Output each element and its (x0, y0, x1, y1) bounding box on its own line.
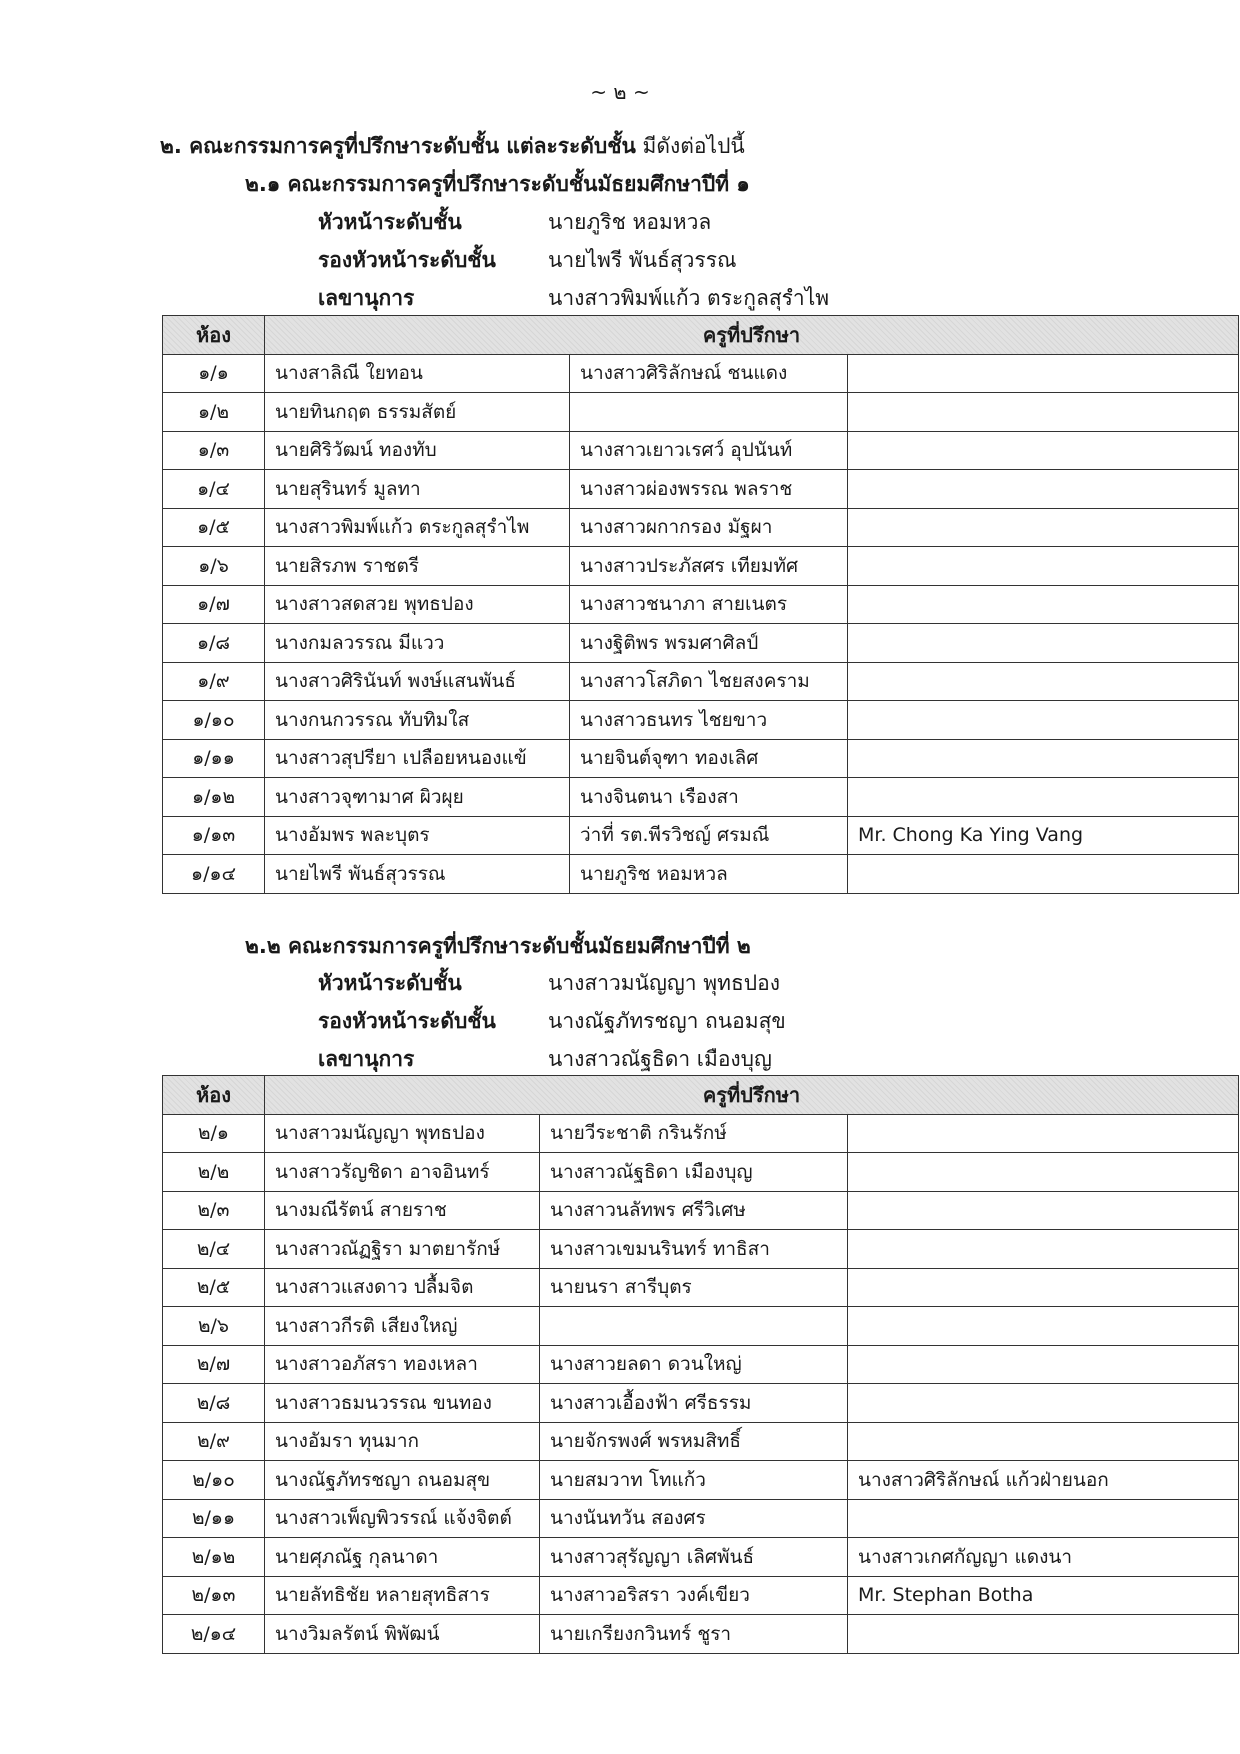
advisor-cell: นายลัทธิชัย หลายสุทธิสาร (265, 1576, 540, 1615)
room-cell: ๑/๕ (163, 508, 265, 547)
advisor-cell: นางจินตนา เรืองสา (570, 778, 848, 817)
advisor-cell (570, 393, 848, 432)
role-label: หัวหน้าระดับชั้น (318, 971, 462, 995)
advisor-cell: นางสาวเอื้องฟ้า ศรีธรรม (540, 1384, 848, 1423)
advisor-cell: นางมณีรัตน์ สายราช (265, 1191, 540, 1230)
room-cell: ๒/๓ (163, 1191, 265, 1230)
advisor-cell: นายวีระชาติ กรินรักษ์ (540, 1114, 848, 1153)
advisor-cell: นางสาวธมนวรรณ ขนทอง (265, 1384, 540, 1423)
table-row (163, 431, 1239, 470)
role-label: เลขานุการ (318, 286, 415, 310)
room-cell: ๒/๕ (163, 1268, 265, 1307)
table-row (163, 354, 1239, 393)
advisor-cell (848, 1615, 1239, 1654)
advisor-cell (848, 624, 1239, 663)
advisor-cell (848, 431, 1239, 470)
advisor-cell: นายสมวาท โทแก้ว (540, 1461, 848, 1500)
room-cell: ๒/๘ (163, 1384, 265, 1423)
table-row (163, 1230, 1239, 1269)
advisor-cell (848, 393, 1239, 432)
advisor-cell: นางสาวจุฑามาศ ผิวผุย (265, 778, 570, 817)
table-row (163, 1384, 1239, 1423)
table-row (163, 508, 1239, 547)
advisor-cell (848, 585, 1239, 624)
advisor-cell: ว่าที่ รต.พีรวิชญ์ ศรมณี (570, 816, 848, 855)
table-row (163, 1307, 1239, 1346)
room-cell: ๑/๙ (163, 662, 265, 701)
advisor-cell (848, 508, 1239, 547)
advisor-table-m1 (162, 315, 1239, 894)
table-row (163, 1114, 1239, 1153)
room-cell: ๑/๑๓ (163, 816, 265, 855)
table-row (163, 1268, 1239, 1307)
advisor-cell: นายศุภณัฐ กุลนาดา (265, 1538, 540, 1577)
room-cell: ๒/๔ (163, 1230, 265, 1269)
table-row (163, 778, 1239, 817)
main-heading-normal: มีดังต่อไปนี้ (635, 134, 745, 158)
advisor-cell (848, 855, 1239, 894)
role-name: นางสาวพิมพ์แก้ว ตระกูลสุรำไพ (548, 286, 830, 310)
role-name: นายภูริช หอมหวล (548, 210, 712, 234)
column-header-room: ห้อง (163, 1076, 265, 1115)
advisor-cell (848, 739, 1239, 778)
table-row (163, 393, 1239, 432)
advisor-cell: นางสาวรัญชิดา อาจอินทร์ (265, 1153, 540, 1192)
advisor-cell (848, 1114, 1239, 1153)
room-cell: ๑/๑๑ (163, 739, 265, 778)
advisor-cell: นางอัมพร พละบุตร (265, 816, 570, 855)
advisor-cell: นายศิริวัฒน์ ทองทับ (265, 431, 570, 470)
advisor-cell: Mr. Chong Ka Ying Vang (848, 816, 1239, 855)
advisor-cell: นางสาวสดสวย พุทธปอง (265, 585, 570, 624)
room-cell: ๑/๓ (163, 431, 265, 470)
table-row (163, 1345, 1239, 1384)
page-number: ~ ๒ ~ (590, 80, 650, 104)
advisor-cell: นางสาวพิมพ์แก้ว ตระกูลสุรำไพ (265, 508, 570, 547)
table-row (163, 1499, 1239, 1538)
advisor-cell: นางสาวณัฏฐิรา มาตยารักษ์ (265, 1230, 540, 1269)
table-row (163, 547, 1239, 586)
advisor-cell: นางสาวนลัทพร ศรีวิเศษ (540, 1191, 848, 1230)
column-header-room: ห้อง (163, 316, 265, 355)
advisor-cell: นางสาวเขมนรินทร์ ทาธิสา (540, 1230, 848, 1269)
room-cell: ๑/๒ (163, 393, 265, 432)
advisor-cell: นางสาวอริสรา วงค์เขียว (540, 1576, 848, 1615)
advisor-cell: นางสาวศิริลักษณ์ แก้วฝ่ายนอก (848, 1461, 1239, 1500)
room-cell: ๑/๑๔ (163, 855, 265, 894)
room-cell: ๑/๑ (163, 354, 265, 393)
advisor-cell: นางสาวโสภิดา ไชยสงคราม (570, 662, 848, 701)
room-cell: ๒/๑๒ (163, 1538, 265, 1577)
role-label: เลขานุการ (318, 1047, 415, 1071)
table-row (163, 855, 1239, 894)
room-cell: ๑/๑๐ (163, 701, 265, 740)
advisor-table-m2 (162, 1075, 1239, 1654)
room-cell: ๑/๗ (163, 585, 265, 624)
advisor-cell: นางณัฐภัทรชญา ถนอมสุข (265, 1461, 540, 1500)
advisor-cell: นายสิรภพ ราชตรี (265, 547, 570, 586)
advisor-cell (540, 1307, 848, 1346)
advisor-cell: นายจักรพงศ์ พรหมสิทธิ์ (540, 1422, 848, 1461)
room-cell: ๒/๑๔ (163, 1615, 265, 1654)
advisor-cell: นายไพรี พันธ์สุวรรณ (265, 855, 570, 894)
advisor-cell (848, 1307, 1239, 1346)
room-cell: ๒/๑๑ (163, 1499, 265, 1538)
advisor-cell: นางนันทวัน สองศร (540, 1499, 848, 1538)
advisor-cell: นายภูริช หอมหวล (570, 855, 848, 894)
advisor-cell (848, 1345, 1239, 1384)
table-row (163, 662, 1239, 701)
table-row (163, 701, 1239, 740)
advisor-cell: นางสาวเพ็ญพิวรรณ์ แจ้งจิตต์ (265, 1499, 540, 1538)
role-name: นายไพรี พันธ์สุวรรณ (548, 248, 737, 272)
room-cell: ๒/๑ (163, 1114, 265, 1153)
advisor-cell (848, 1153, 1239, 1192)
room-cell: ๑/๘ (163, 624, 265, 663)
advisor-cell: นางสาวผ่องพรรณ พลราช (570, 470, 848, 509)
room-cell: ๑/๖ (163, 547, 265, 586)
advisor-cell: นางสาวศิริลักษณ์ ชนแดง (570, 354, 848, 393)
section-title: ๒.๑ คณะกรรมการครูที่ปรึกษาระดับชั้นมัธยมศึกษาปีที่ ๑ (245, 172, 750, 196)
advisor-cell (848, 1499, 1239, 1538)
advisor-cell (848, 354, 1239, 393)
table-row (163, 1538, 1239, 1577)
table-row (163, 470, 1239, 509)
advisor-cell: นางสาวอภัสรา ทองเหลา (265, 1345, 540, 1384)
advisor-cell (848, 1191, 1239, 1230)
role-label: รองหัวหน้าระดับชั้น (318, 1009, 496, 1033)
table-row (163, 1422, 1239, 1461)
advisor-cell: นางสาวเยาวเรศว์ อุปนันท์ (570, 431, 848, 470)
advisor-cell: นางสาวกีรติ เสียงใหญ่ (265, 1307, 540, 1346)
advisor-cell: นางสาวศิรินันท์ พงษ์แสนพันธ์ (265, 662, 570, 701)
table-row (163, 739, 1239, 778)
room-cell: ๒/๒ (163, 1153, 265, 1192)
advisor-cell: Mr. Stephan Botha (848, 1576, 1239, 1615)
advisor-cell: นางสาลิณี ใยทอน (265, 354, 570, 393)
role-name: นางณัฐภัทรชญา ถนอมสุข (548, 1009, 786, 1033)
role-label: รองหัวหน้าระดับชั้น (318, 248, 496, 272)
advisor-cell (848, 1268, 1239, 1307)
table-row (163, 1461, 1239, 1500)
advisor-cell: นางสาวมนัญญา พุทธปอง (265, 1114, 540, 1153)
room-cell: ๒/๑๐ (163, 1461, 265, 1500)
advisor-cell: นายทินกฤต ธรรมสัตย์ (265, 393, 570, 432)
advisor-cell (848, 1230, 1239, 1269)
advisor-cell: นายนรา สารีบุตร (540, 1268, 848, 1307)
advisor-cell: นายเกรียงกวินทร์ ชูรา (540, 1615, 848, 1654)
room-cell: ๒/๗ (163, 1345, 265, 1384)
main-heading-bold: ๒. คณะกรรมการครูที่ปรึกษาระดับชั้น แต่ละระดับชั้น (160, 134, 636, 158)
advisor-cell: นางอัมรา ทุนมาก (265, 1422, 540, 1461)
advisor-cell (848, 1422, 1239, 1461)
advisor-cell: นายจินต์จุฑา ทองเลิศ (570, 739, 848, 778)
table-row (163, 1153, 1239, 1192)
table-row (163, 1576, 1239, 1615)
advisor-cell (848, 1384, 1239, 1423)
advisor-cell: นางสาวสุปรียา เปลือยหนองแข้ (265, 739, 570, 778)
advisor-cell: นางกมลวรรณ มีแวว (265, 624, 570, 663)
advisor-cell: นางสาวประภัสศร เทียมทัศ (570, 547, 848, 586)
advisor-cell: นางสาวแสงดาว ปลื้มจิต (265, 1268, 540, 1307)
advisor-cell: นายสุรินทร์ มูลทา (265, 470, 570, 509)
room-cell: ๒/๖ (163, 1307, 265, 1346)
advisor-cell: นางสาวผกากรอง มัฐผา (570, 508, 848, 547)
advisor-cell: นางฐิติพร พรมศาศิลป์ (570, 624, 848, 663)
main-heading (160, 130, 745, 163)
room-cell: ๑/๑๒ (163, 778, 265, 817)
room-cell: ๑/๔ (163, 470, 265, 509)
advisor-cell (848, 470, 1239, 509)
room-cell: ๒/๙ (163, 1422, 265, 1461)
section-title: ๒.๒ คณะกรรมการครูที่ปรึกษาระดับชั้นมัธยมศึกษาปีที่ ๒ (245, 934, 751, 958)
room-cell: ๒/๑๓ (163, 1576, 265, 1615)
advisor-cell: นางวิมลรัตน์ พิพัฒน์ (265, 1615, 540, 1654)
column-header-advisors: ครูที่ปรึกษา (265, 1076, 1239, 1115)
advisor-cell (848, 701, 1239, 740)
advisor-cell: นางสาวสุรัญญา เลิศพันธ์ (540, 1538, 848, 1577)
table-row (163, 816, 1239, 855)
role-label: หัวหน้าระดับชั้น (318, 210, 462, 234)
column-header-advisors: ครูที่ปรึกษา (265, 316, 1239, 355)
role-name: นางสาวณัฐธิดา เมืองบุญ (548, 1047, 772, 1071)
table-row (163, 1191, 1239, 1230)
advisor-cell: นางสาวณัฐธิดา เมืองบุญ (540, 1153, 848, 1192)
advisor-cell (848, 547, 1239, 586)
advisor-cell: นางสาวธนทร ไชยขาว (570, 701, 848, 740)
advisor-cell: นางกนกวรรณ ทับทิมใส (265, 701, 570, 740)
role-name: นางสาวมนัญญา พุทธปอง (548, 971, 780, 995)
advisor-cell (848, 662, 1239, 701)
table-row (163, 1615, 1239, 1654)
advisor-cell (848, 778, 1239, 817)
advisor-cell: นางสาวเกศกัญญา แดงนา (848, 1538, 1239, 1577)
advisor-cell: นางสาวชนาภา สายเนตร (570, 585, 848, 624)
table-row (163, 585, 1239, 624)
advisor-cell: นางสาวยลดา ดวนใหญ่ (540, 1345, 848, 1384)
table-row (163, 624, 1239, 663)
